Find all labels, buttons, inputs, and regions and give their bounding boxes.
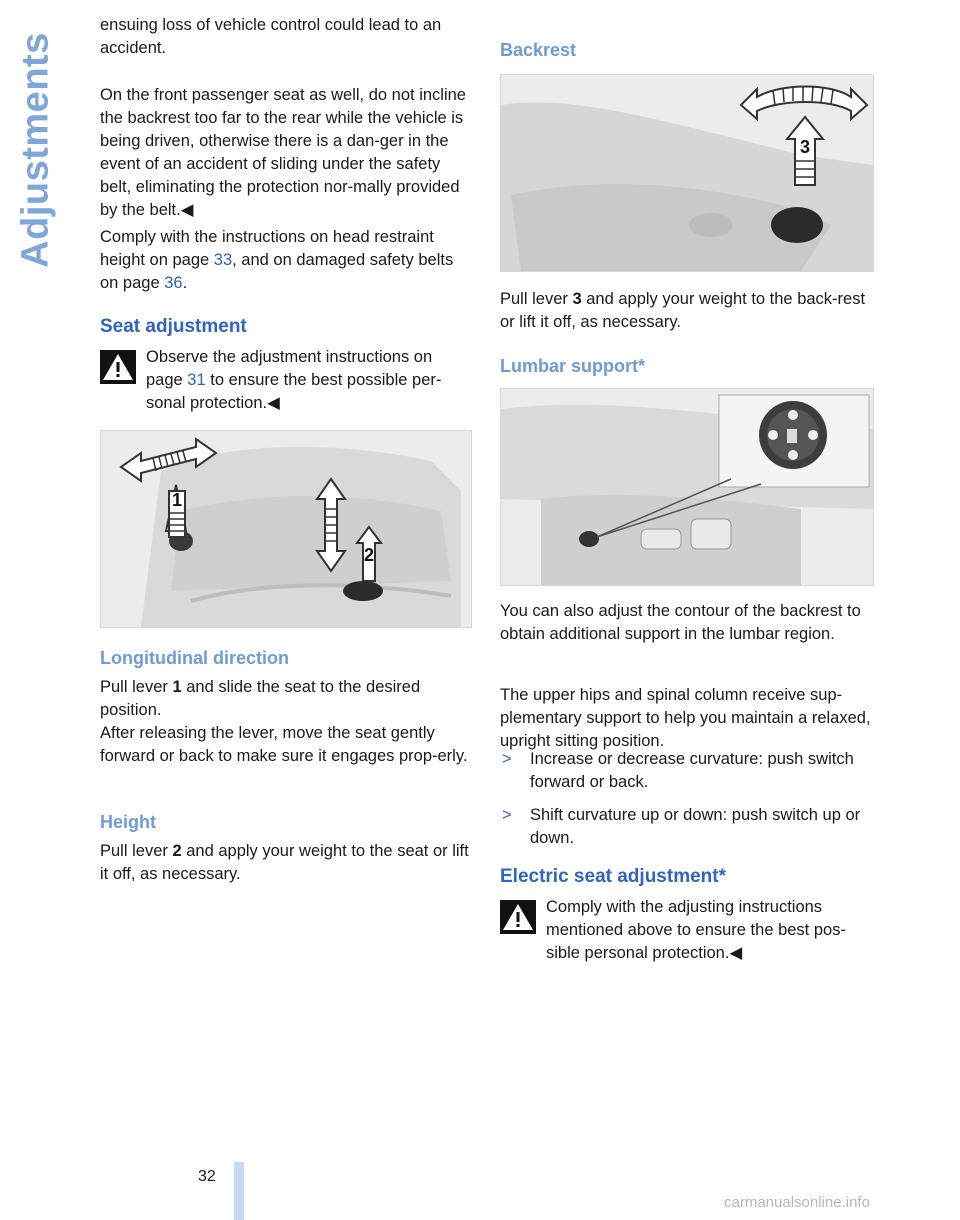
text-span: to ensure the best possible per-sonal protection.◀: [146, 371, 442, 412]
text-span: Comply with the instructions on head restraint height on page: [100, 228, 434, 269]
warning-text-seat: [100, 346, 470, 415]
text-span: , and on damaged safety belts on page: [100, 251, 454, 292]
lumbar-illustration: [501, 389, 873, 585]
lever-label-3: 3: [799, 137, 811, 157]
bullet-marker-icon: >: [502, 806, 512, 824]
lumbar-figure: [500, 388, 874, 586]
heading-longitudinal: Longitudinal direction: [100, 648, 289, 668]
page-number: 32: [198, 1168, 216, 1185]
warning-text-electric: Comply with the adjusting instructions mentioned above to ensure the best pos-sible personal protection.◀: [546, 898, 846, 962]
lumbar-bullet-list: [500, 748, 872, 860]
backrest-illustration: [501, 75, 873, 271]
backrest-figure: [500, 74, 874, 272]
text-span: Pull lever: [100, 678, 173, 696]
sidebar-title-text: Adjustments: [14, 32, 57, 268]
page-number-bar: [234, 1162, 244, 1220]
lever-number-3: 3: [572, 290, 582, 308]
seat-figure-levers: [100, 430, 472, 628]
warning-triangle-icon: [500, 900, 536, 934]
list-item-text: Shift curvature up or down: push switch up or down.: [530, 806, 861, 847]
paragraph-backrest: [500, 288, 872, 334]
paragraph-lumbar-1: You can also adjust the contour of the backrest to obtain additional support in the lumbar region.: [500, 602, 861, 643]
warning-block-seat: [100, 346, 470, 415]
bullet-marker-icon: >: [502, 750, 512, 768]
list-item-text: Increase or decrease curvature: push switch forward or back.: [530, 750, 854, 791]
paragraph-longitudinal-1: [100, 676, 470, 722]
page-link-36[interactable]: 36: [164, 274, 183, 292]
page-link-33[interactable]: 33: [213, 251, 233, 269]
warning-block-electric: [500, 896, 872, 965]
list-item: [500, 748, 872, 794]
heading-height: Height: [100, 812, 156, 832]
heading-backrest: Backrest: [500, 40, 577, 60]
page-link-31[interactable]: 31: [187, 371, 206, 389]
text-span: Observe the adjustment instructions on page: [146, 348, 433, 389]
watermark: carmanualsonline.info: [724, 1194, 870, 1211]
heading-seat-adjustment: Seat adjustment: [100, 316, 247, 337]
text-span: and apply your weight to the seat or lift it off, as necessary.: [100, 842, 469, 883]
text-span: Pull lever: [500, 290, 573, 308]
paragraph-lumbar-2: The upper hips and spinal column receive sup-plementary support to help you maintain a relaxed, upright sitting position.: [500, 686, 871, 750]
text-span: .: [182, 274, 188, 292]
paragraph-passenger-seat: On the front passenger seat as well, do not incline the backrest too far to the rear while the vehicle is being driven, otherwise there is a dan-ger in the event of an accident of sliding under the safety belt, eliminating the protection nor-mally provided by the belt.◀: [100, 86, 466, 219]
text-span: and slide the seat to the desired position.: [100, 678, 421, 719]
list-item: [500, 804, 872, 850]
paragraph-accident-text: ensuing loss of vehicle control could lead to an accident.: [100, 16, 442, 57]
text-span: and apply your weight to the back-rest or lift it off, as necessary.: [500, 290, 866, 331]
warning-triangle-icon: [100, 350, 136, 384]
heading-lumbar: Lumbar support*: [500, 356, 646, 376]
paragraph-height: [100, 840, 470, 886]
lever-number-1: 1: [172, 678, 182, 696]
seat-illustration: [101, 431, 471, 627]
lever-label-1: 1: [171, 490, 183, 510]
paragraph-longitudinal-2: After releasing the lever, move the seat gently forward or back to make sure it engages prop-erly.: [100, 724, 468, 765]
sidebar-section-title: [6, 20, 66, 280]
paragraph-accident: [100, 14, 470, 60]
lever-number-2: 2: [172, 842, 182, 860]
paragraph-head-restraint: [100, 226, 470, 295]
heading-electric-seat: Electric seat adjustment*: [500, 866, 726, 887]
text-span: Pull lever: [100, 842, 173, 860]
lever-label-2: 2: [363, 545, 375, 565]
